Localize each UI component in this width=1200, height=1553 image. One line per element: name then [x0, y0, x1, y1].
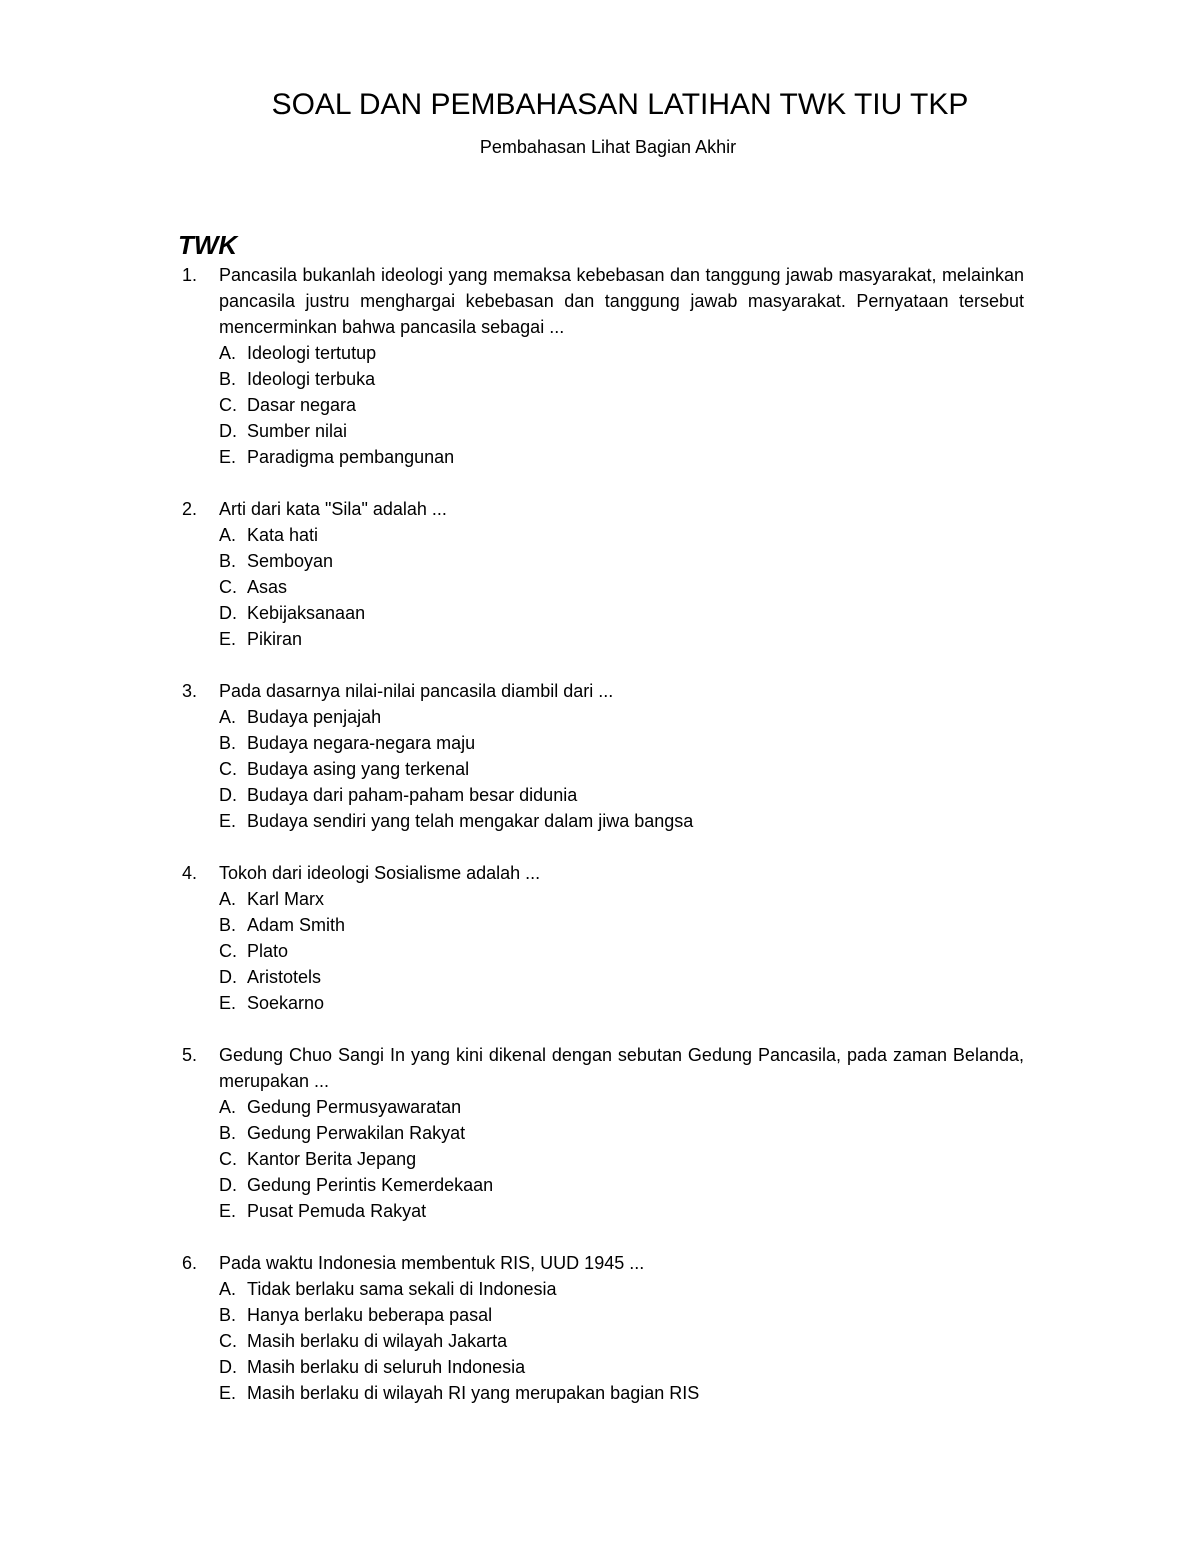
question-text: Pada dasarnya nilai-nilai pancasila diambil dari ... [219, 681, 614, 701]
option-letter: D. [219, 785, 237, 805]
option-letter: B. [219, 733, 237, 753]
option-letter: A. [219, 707, 237, 727]
option-letter: D. [219, 1357, 237, 1377]
answer-option [219, 756, 1024, 782]
option-letter: C. [219, 1331, 237, 1351]
answer-option [219, 392, 1024, 418]
question-number: 4. [182, 863, 198, 883]
option-letter: E. [219, 629, 237, 649]
option-text: Sumber nilai [247, 421, 348, 441]
option-text: Hanya berlaku beberapa pasal [247, 1305, 493, 1325]
document-subtitle: Pembahasan Lihat Bagian Akhir [479, 137, 737, 157]
answer-option [219, 1120, 1024, 1146]
option-letter: A. [219, 1097, 237, 1117]
option-text: Kantor Berita Jepang [247, 1149, 417, 1169]
answer-option [219, 704, 1024, 730]
option-letter: B. [219, 369, 237, 389]
question-number: 1. [182, 265, 198, 285]
answer-options [219, 886, 1024, 1016]
answer-option [219, 782, 1024, 808]
answer-option [219, 730, 1024, 756]
answer-option [219, 886, 1024, 912]
option-text: Budaya asing yang terkenal [247, 759, 470, 779]
option-text: Soekarno [247, 993, 325, 1013]
question-item [178, 262, 1024, 470]
option-text: Gedung Perintis Kemerdekaan [247, 1175, 494, 1195]
option-letter: E. [219, 993, 237, 1013]
option-text: Kata hati [247, 525, 319, 545]
option-text: Paradigma pembangunan [247, 447, 455, 467]
answer-option [219, 1094, 1024, 1120]
option-letter: A. [219, 343, 237, 363]
option-letter: D. [219, 1175, 237, 1195]
answer-option [219, 340, 1024, 366]
option-text: Semboyan [247, 551, 334, 571]
answer-option [219, 1172, 1024, 1198]
answer-option [219, 366, 1024, 392]
question-text: Arti dari kata "Sila" adalah ... [219, 499, 447, 519]
option-letter: A. [219, 1279, 237, 1299]
option-letter: D. [219, 421, 237, 441]
option-text: Gedung Permusyawaratan [247, 1097, 462, 1117]
question-list [178, 262, 1024, 1432]
option-letter: C. [219, 395, 237, 415]
answer-option [219, 808, 1024, 834]
option-text: Pusat Pemuda Rakyat [247, 1201, 427, 1221]
document-title: SOAL DAN PEMBAHASAN LATIHAN TWK TIU TKP [271, 88, 969, 121]
answer-option [219, 1302, 1024, 1328]
option-letter: B. [219, 1305, 237, 1325]
option-letter: E. [219, 447, 237, 467]
question-number: 3. [182, 681, 198, 701]
question-number: 5. [182, 1045, 198, 1065]
answer-option [219, 964, 1024, 990]
answer-options [219, 522, 1024, 652]
question-number: 2. [182, 499, 198, 519]
option-text: Masih berlaku di wilayah Jakarta [247, 1331, 508, 1351]
option-text: Dasar negara [247, 395, 357, 415]
option-letter: C. [219, 759, 237, 779]
answer-option [219, 626, 1024, 652]
question-text: Gedung Chuo Sangi In yang kini dikenal dengan sebutan Gedung Pancasila, pada zaman Belanda, merupakan ... [219, 1045, 1024, 1091]
option-letter: C. [219, 1149, 237, 1169]
question-text: Pancasila bukanlah ideologi yang memaksa kebebasan dan tanggung jawab masyarakat, melainkan pancasila justru menghargai kebebasan dan tanggung jawab masyarakat. Pernyataan tersebut mencerminkan bahwa pancasila sebagai ... [219, 265, 1024, 337]
answer-options [219, 340, 1024, 470]
option-text: Masih berlaku di wilayah RI yang merupakan bagian RIS [247, 1383, 700, 1403]
option-text: Plato [247, 941, 289, 961]
answer-option [219, 444, 1024, 470]
section-heading-twk: TWK [178, 230, 238, 260]
option-text: Kebijaksanaan [247, 603, 366, 623]
question-number: 6. [182, 1253, 198, 1273]
answer-option [219, 1276, 1024, 1302]
question-item [178, 678, 1024, 834]
option-letter: B. [219, 1123, 237, 1143]
answer-option [219, 990, 1024, 1016]
option-letter: A. [219, 889, 237, 909]
option-text: Ideologi terbuka [247, 369, 376, 389]
option-letter: E. [219, 1383, 237, 1403]
question-item [178, 1042, 1024, 1224]
option-text: Budaya negara-negara maju [247, 733, 476, 753]
option-letter: B. [219, 915, 237, 935]
option-text: Masih berlaku di seluruh Indonesia [247, 1357, 526, 1377]
answer-option [219, 600, 1024, 626]
option-letter: A. [219, 525, 237, 545]
option-text: Adam Smith [247, 915, 346, 935]
option-text: Tidak berlaku sama sekali di Indonesia [247, 1279, 557, 1299]
option-text: Pikiran [247, 629, 303, 649]
option-text: Budaya dari paham-paham besar didunia [247, 785, 578, 805]
answer-option [219, 1354, 1024, 1380]
option-text: Gedung Perwakilan Rakyat [247, 1123, 466, 1143]
option-letter: D. [219, 967, 237, 987]
option-letter: C. [219, 941, 237, 961]
question-item [178, 1250, 1024, 1406]
answer-option [219, 1328, 1024, 1354]
option-text: Budaya penjajah [247, 707, 382, 727]
answer-options [219, 1094, 1024, 1224]
option-text: Budaya sendiri yang telah mengakar dalam jiwa bangsa [247, 811, 694, 831]
question-text: Tokoh dari ideologi Sosialisme adalah ... [219, 863, 541, 883]
option-text: Asas [247, 577, 288, 597]
answer-option [219, 1198, 1024, 1224]
option-text: Karl Marx [247, 889, 325, 909]
option-letter: E. [219, 1201, 237, 1221]
answer-option [219, 912, 1024, 938]
option-letter: E. [219, 811, 237, 831]
option-letter: B. [219, 551, 237, 571]
answer-option [219, 522, 1024, 548]
question-text: Pada waktu Indonesia membentuk RIS, UUD 1945 ... [219, 1253, 645, 1273]
answer-option [219, 574, 1024, 600]
option-text: Aristotels [247, 967, 322, 987]
answer-options [219, 704, 1024, 834]
option-letter: C. [219, 577, 237, 597]
question-item [178, 496, 1024, 652]
answer-option [219, 1380, 1024, 1406]
answer-option [219, 418, 1024, 444]
option-text: Ideologi tertutup [247, 343, 377, 363]
answer-option [219, 1146, 1024, 1172]
answer-option [219, 938, 1024, 964]
answer-option [219, 548, 1024, 574]
answer-options [219, 1276, 1024, 1406]
option-letter: D. [219, 603, 237, 623]
question-item [178, 860, 1024, 1016]
